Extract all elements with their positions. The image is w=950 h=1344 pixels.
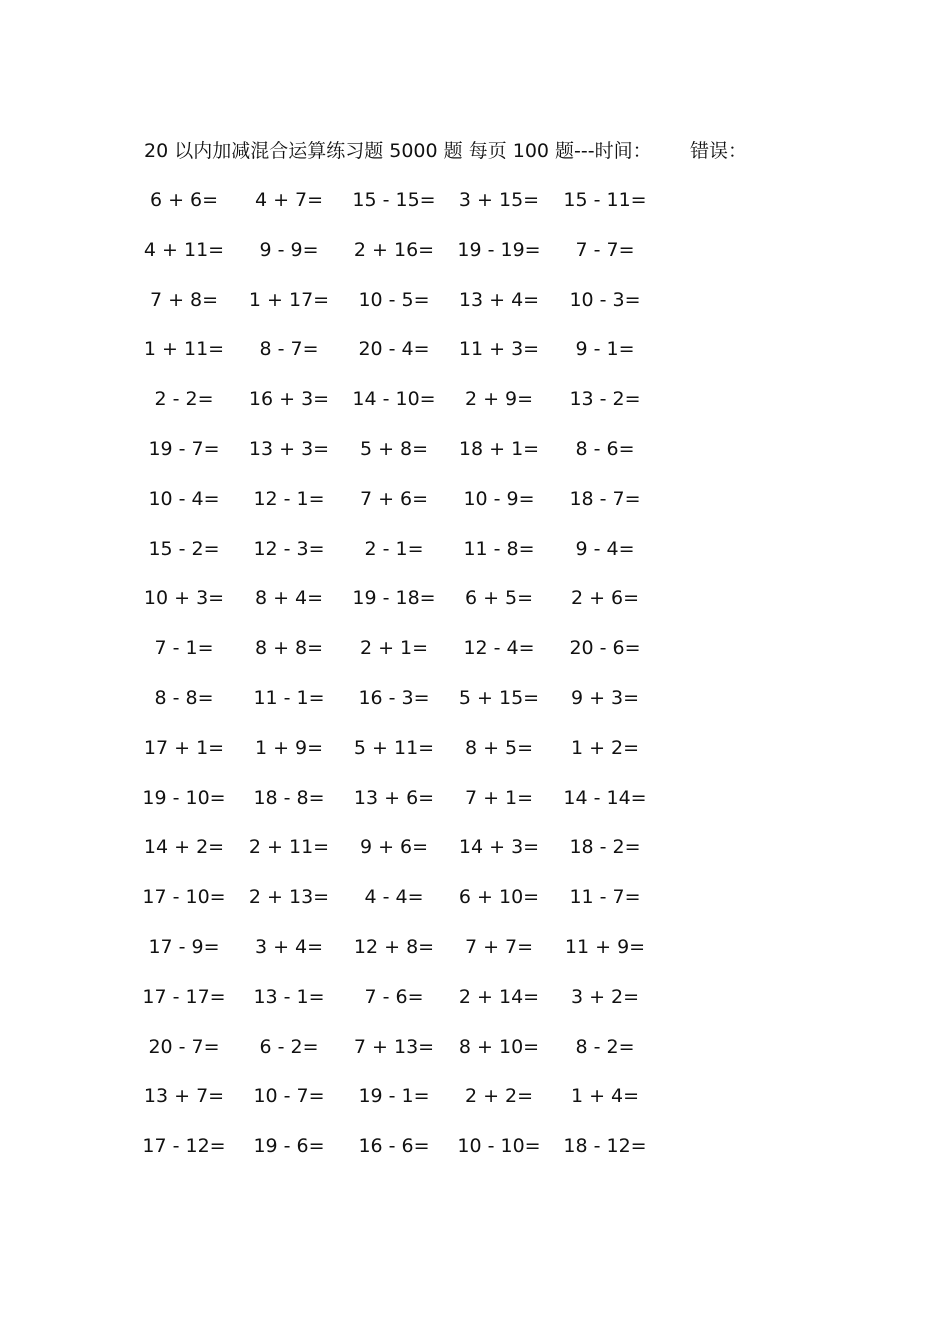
problem: 13 + 6= [353, 786, 435, 809]
problem-row [144, 982, 684, 1032]
problem: 19 - 7= [148, 437, 220, 460]
problem-row [144, 832, 684, 882]
problem: 7 - 6= [364, 985, 424, 1008]
problem: 7 + 6= [359, 487, 429, 510]
problem: 5 + 15= [458, 686, 540, 709]
problem-row [144, 434, 684, 484]
problem: 11 - 7= [569, 886, 641, 909]
problem: 1 + 2= [570, 736, 640, 759]
problem: 20 - 6= [569, 637, 641, 660]
problem-row [144, 783, 684, 833]
problem: 2 + 2= [464, 1085, 534, 1108]
problem: 15 - 15= [352, 189, 436, 211]
problem: 7 + 7= [464, 935, 534, 958]
problem: 4 + 11= [143, 238, 225, 261]
problem-row [144, 185, 684, 235]
problem: 9 + 3= [570, 686, 640, 709]
problem-row [144, 1131, 684, 1181]
problem: 10 - 10= [457, 1135, 541, 1158]
problem: 18 - 7= [569, 487, 641, 510]
problem: 5 + 8= [359, 437, 429, 460]
problem: 2 + 1= [359, 637, 429, 660]
problem-row [144, 235, 684, 285]
problem: 5 + 11= [353, 736, 435, 759]
problem: 18 - 2= [569, 836, 641, 859]
problem: 2 - 2= [154, 388, 214, 411]
problem: 7 + 8= [149, 288, 219, 311]
problem: 10 - 4= [148, 487, 220, 510]
problem: 16 - 6= [358, 1135, 430, 1158]
problem: 10 + 3= [143, 587, 225, 610]
problem: 8 - 6= [575, 437, 635, 460]
problem: 9 - 9= [259, 238, 319, 261]
problem: 17 - 9= [148, 935, 220, 958]
problem: 14 - 14= [563, 786, 647, 809]
problem: 12 - 4= [463, 637, 535, 660]
problem-row [144, 583, 684, 633]
problem: 7 - 1= [154, 637, 214, 660]
problem-row [144, 882, 684, 932]
problem: 10 - 7= [253, 1085, 325, 1108]
problem: 13 + 3= [248, 437, 330, 460]
problem: 17 - 10= [142, 886, 226, 909]
errors-label: 错误： [690, 140, 748, 162]
problem: 8 + 5= [464, 736, 534, 759]
problem: 14 + 3= [458, 836, 540, 859]
problem-row [144, 285, 684, 335]
problem: 12 - 1= [253, 487, 325, 510]
problem: 3 + 2= [570, 985, 640, 1008]
problem: 10 - 3= [569, 288, 641, 311]
problem: 6 - 2= [259, 1035, 319, 1058]
problem: 4 + 7= [254, 189, 324, 211]
problem: 10 - 9= [463, 487, 535, 510]
problem: 2 - 1= [364, 537, 424, 560]
problem: 7 - 7= [575, 238, 635, 261]
problem: 19 - 18= [352, 587, 436, 610]
problem: 12 + 8= [353, 935, 435, 958]
problem: 14 + 2= [143, 836, 225, 859]
problem: 3 + 15= [458, 189, 540, 211]
problem: 18 - 8= [253, 786, 325, 809]
problem: 1 + 11= [143, 338, 225, 361]
problem: 2 + 16= [353, 238, 435, 261]
problem: 11 - 8= [463, 537, 535, 560]
problem-row [144, 683, 684, 733]
problem: 12 - 3= [253, 537, 325, 560]
problem: 19 - 1= [358, 1085, 430, 1108]
problem-row [144, 1032, 684, 1082]
worksheet-title: 20 以内加减混合运算练习题 5000 题 每页 100 题---时间： [144, 140, 652, 162]
problem: 2 + 11= [248, 836, 330, 859]
problem: 6 + 6= [149, 189, 219, 211]
problem: 13 + 7= [143, 1085, 225, 1108]
problem: 8 + 4= [254, 587, 324, 610]
problem: 8 - 7= [259, 338, 319, 361]
problem: 17 - 17= [142, 985, 226, 1008]
problem: 20 - 4= [358, 338, 430, 361]
problem-row [144, 534, 684, 584]
problem: 4 - 4= [364, 886, 424, 909]
problem: 9 - 1= [575, 338, 635, 361]
problem-row [144, 932, 684, 982]
problem: 19 - 6= [253, 1135, 325, 1158]
problem: 11 + 3= [458, 338, 540, 361]
problem-grid [144, 185, 684, 1181]
problem: 2 + 14= [458, 985, 540, 1008]
problem: 8 - 2= [575, 1035, 635, 1058]
problem: 17 + 1= [143, 736, 225, 759]
problem: 1 + 17= [248, 288, 330, 311]
problem: 7 + 1= [464, 786, 534, 809]
problem: 19 - 10= [142, 786, 226, 809]
problem: 7 + 13= [353, 1035, 435, 1058]
problem: 10 - 5= [358, 288, 430, 311]
problem: 15 - 2= [148, 537, 220, 560]
problem-row [144, 484, 684, 534]
problem: 11 + 9= [564, 935, 646, 958]
problem: 14 - 10= [352, 388, 436, 411]
problem: 2 + 13= [248, 886, 330, 909]
problem: 20 - 7= [148, 1035, 220, 1058]
problem: 16 + 3= [248, 388, 330, 411]
problem-row [144, 384, 684, 434]
problem: 3 + 4= [254, 935, 324, 958]
problem: 1 + 9= [254, 736, 324, 759]
problem: 2 + 6= [570, 587, 640, 610]
problem: 18 - 12= [563, 1135, 647, 1158]
problem: 19 - 19= [457, 238, 541, 261]
problem: 6 + 5= [464, 587, 534, 610]
problem: 16 - 3= [358, 686, 430, 709]
problem: 9 - 4= [575, 537, 635, 560]
problem: 8 - 8= [154, 686, 214, 709]
problem: 18 + 1= [458, 437, 540, 460]
problem: 13 - 2= [569, 388, 641, 411]
problem: 8 + 8= [254, 637, 324, 660]
problem-row [144, 733, 684, 783]
problem: 2 + 9= [464, 388, 534, 411]
problem-row [144, 334, 684, 384]
page-header [144, 136, 748, 166]
problem: 6 + 10= [458, 886, 540, 909]
problem: 11 - 1= [253, 686, 325, 709]
problem-row [144, 633, 684, 683]
problem-row [144, 1081, 684, 1131]
problem: 13 - 1= [253, 985, 325, 1008]
problem: 13 + 4= [458, 288, 540, 311]
problem: 17 - 12= [142, 1135, 226, 1158]
problem: 8 + 10= [458, 1035, 540, 1058]
problem: 9 + 6= [359, 836, 429, 859]
problem: 15 - 11= [563, 189, 647, 211]
problem: 1 + 4= [570, 1085, 640, 1108]
